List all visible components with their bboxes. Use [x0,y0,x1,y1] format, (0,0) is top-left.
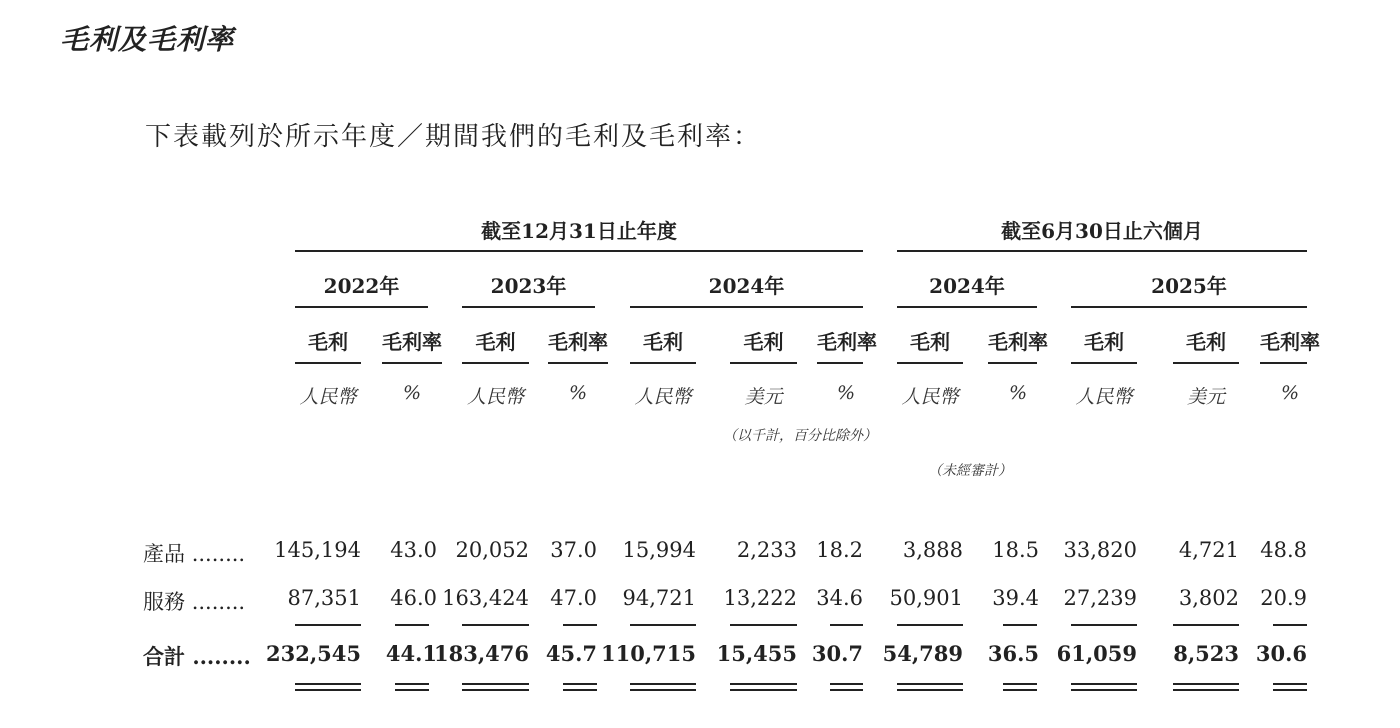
unit-pct: % [568,382,588,404]
row-label-products: 產品 ........ [143,542,246,566]
unit-rmb: 人民幣 [299,386,357,408]
period-header-2023: 2023年 [490,274,567,298]
table-cell: 45.7 [545,641,597,666]
total-double-rule [1003,683,1037,685]
col-header-gross-profit: 毛利 [643,330,683,354]
col-header-margin: 毛利率 [548,330,608,354]
row-label-services: 服務 ........ [143,590,246,614]
table-cell: 50,901 [889,586,963,610]
table-cell: 27,239 [1063,586,1137,610]
table-cell: 37.0 [550,538,597,562]
unit-usd: 美元 [1186,386,1225,408]
col-rule [382,362,442,364]
total-double-rule [1273,683,1307,685]
note-thousands: （以千計，百分比除外） [723,428,877,444]
col-rule [817,362,863,364]
unit-pct: % [836,382,856,404]
period-rule-2023 [462,306,595,308]
subtotal-rule [897,624,963,626]
unit-rmb: 人民幣 [1075,386,1133,408]
subtotal-rule [1071,624,1137,626]
unit-rmb: 人民幣 [901,386,959,408]
col-rule [295,362,361,364]
table-cell: 46.0 [390,586,437,610]
col-rule [1071,362,1137,364]
table-cell: 110,715 [601,641,696,666]
total-double-rule [395,683,429,685]
period-rule-2022 [295,306,428,308]
table-cell: 47.0 [550,586,597,610]
table-cell: 44.1 [385,641,437,666]
total-double-rule [462,683,529,685]
table-cell: 36.5 [987,641,1039,666]
period-rule-2024-h1 [897,306,1037,308]
col-rule [462,362,529,364]
table-cell: 54,789 [882,641,963,666]
table-cell: 13,222 [723,586,797,610]
unit-rmb: 人民幣 [466,386,524,408]
table-cell: 43.0 [390,538,437,562]
table-cell: 3,802 [1178,586,1239,610]
col-rule [1173,362,1239,364]
total-double-rule [1071,683,1137,685]
col-header-margin: 毛利率 [817,330,877,354]
subtotal-rule [462,624,529,626]
total-double-rule [830,683,863,685]
table-cell: 20,052 [455,538,529,562]
col-rule [730,362,797,364]
total-double-rule [630,683,696,685]
unit-usd: 美元 [744,386,783,408]
table-cell: 61,059 [1056,641,1137,666]
table-cell: 3,888 [902,538,963,562]
group-rule-fiscal-year [295,250,863,252]
unit-pct: % [1008,382,1028,404]
total-double-rule [730,683,797,685]
table-cell: 20.9 [1260,586,1307,610]
subtotal-rule [1003,624,1037,626]
table-cell: 33,820 [1063,538,1137,562]
period-header-2024-h1: 2024年 [929,274,1005,298]
col-rule [1260,362,1307,364]
group-header-fiscal-year: 截至12月31日止年度 [481,219,677,243]
subtotal-rule [1273,624,1307,626]
period-header-2024: 2024年 [708,274,785,298]
period-rule-2024 [630,306,863,308]
table-cell: 145,194 [274,538,361,562]
subtotal-rule [295,624,361,626]
unit-pct: % [1280,382,1300,404]
table-cell: 183,476 [434,641,529,666]
col-rule [630,362,696,364]
col-header-margin: 毛利率 [1260,330,1320,354]
subtotal-rule [563,624,597,626]
col-header-gross-profit: 毛利 [475,330,516,354]
period-rule-2025-h1 [1071,306,1307,308]
table-cell: 18.5 [992,538,1039,562]
subtotal-rule [730,624,797,626]
table-cell: 8,523 [1173,641,1239,666]
table-cell: 30.6 [1255,641,1307,666]
unit-rmb: 人民幣 [634,386,692,408]
table-cell: 48.8 [1260,538,1307,562]
unit-pct: % [402,382,422,404]
table-cell: 4,721 [1178,538,1239,562]
table-cell: 94,721 [622,586,696,610]
col-header-gross-profit: 毛利 [910,330,950,354]
col-header-gross-profit: 毛利 [1084,330,1124,354]
col-header-margin: 毛利率 [382,330,442,354]
col-header-gross-profit: 毛利 [1186,330,1226,354]
table-cell: 18.2 [816,538,863,562]
group-header-six-months: 截至6月30日止六個月 [1001,219,1203,243]
col-rule [897,362,963,364]
group-rule-six-months [897,250,1307,252]
section-title: 毛利及毛利率 [60,23,235,56]
table-cell: 30.7 [811,641,863,666]
note-unaudited: （未經審計） [928,463,1012,479]
period-header-2022: 2022年 [323,274,400,298]
total-double-rule [897,683,963,685]
table-cell: 232,545 [266,641,361,666]
col-header-gross-profit: 毛利 [308,330,348,354]
period-header-2025-h1: 2025年 [1151,274,1227,298]
table-cell: 39.4 [992,586,1039,610]
intro-text: 下表載列於所示年度／期間我們的毛利及毛利率： [145,122,762,152]
subtotal-rule [395,624,429,626]
table-cell: 163,424 [442,586,529,610]
subtotal-rule [1173,624,1239,626]
row-label-total: 合計 ........ [143,644,251,669]
col-rule [988,362,1037,364]
table-cell: 87,351 [287,586,361,610]
col-header-gross-profit: 毛利 [743,330,784,354]
table-cell: 15,455 [716,641,797,666]
total-double-rule [295,683,361,685]
table-cell: 2,233 [736,538,797,562]
col-rule [548,362,608,364]
subtotal-rule [630,624,696,626]
col-header-margin: 毛利率 [988,330,1048,354]
total-double-rule [563,683,597,685]
subtotal-rule [830,624,863,626]
table-cell: 15,994 [622,538,696,562]
total-double-rule [1173,683,1239,685]
table-cell: 34.6 [816,586,863,610]
